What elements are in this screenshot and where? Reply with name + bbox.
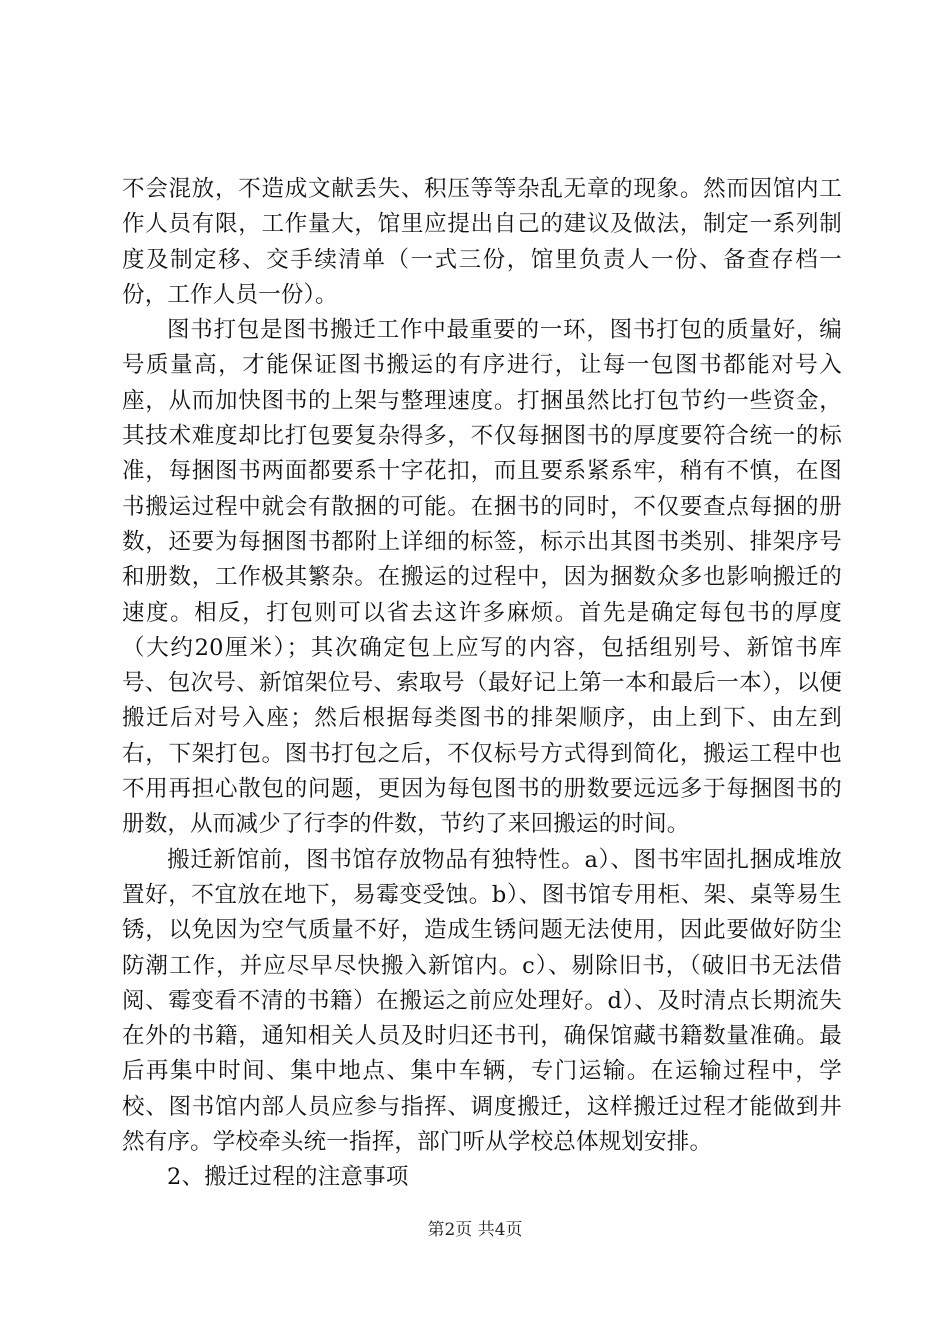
paragraph-pre-move-preparation: 搬迁新馆前，图书馆存放物品有独特性。a）、图书牢固扎捆成堆放置好，不宜放在地下，易霉变受蚀。b）、图书馆专用柜、架、桌等易生锈，以免因为空气质量不好，造成生锈问题无法使用，因此要做好防尘防潮工作，并应尽早尽快搬入新馆内。c）、剔除旧书，（破旧书无法借阅、霉变看不清的书籍）在搬运之前应处理好。d）、及时清点长期流失在外的书籍，通知相关人员及时归还书刊，确保馆藏书籍数量准确。最后再集中时间、集中地点、集中车辆，专门运输。在运输过程中，学校、图书馆内部人员应参与指挥、调度搬迁，这样搬迁过程才能做到井然有序。学校牵头统一指挥，部门听从学校总体规划安排。	[122, 846, 842, 1156]
page-footer: 第2页 共4页	[427, 1220, 523, 1240]
section-heading: 2、搬迁过程的注意事项	[167, 1164, 409, 1191]
paragraph-book-packing: 图书打包是图书搬迁工作中最重要的一环，图书打包的质量好，编号质量高，才能保证图书搬运的有序进行，让每一包图书都能对号入座，从而加快图书的上架与整理速度。打捆虽然比打包节约一些资金，其技术难度却比打包要复杂得多，不仅每捆图书的厚度要符合统一的标准，每捆图书两面都要系十字花扣，而且要系紧系牢，稍有不慎，在图书搬运过程中就会有散捆的可能。在捆书的同时，不仅要查点每捆的册数，还要为每捆图书都附上详细的标签，标示出其图书类别、排架序号和册数，工作极其繁杂。在搬运的过程中，因为捆数众多也影响搬迁的速度。相反，打包则可以省去这许多麻烦。首先是确定每包书的厚度（大约20厘米）；其次确定包上应写的内容，包括组别号、新馆书库号、包次号、新馆架位号、索取号（最好记上第一本和最后一本），以便搬迁后对号入座；然后根据每类图书的排架顺序，由上到下、由左到右，下架打包。图书打包之后，不仅标号方式得到简化，搬运工程中也不用再担心散包的问题，更因为每包图书的册数要远远多于每捆图书的册数，从而减少了行李的件数，节约了来回搬运的时间。	[122, 317, 842, 838]
document-body	[122, 172, 842, 1196]
paragraph-continued: 不会混放，不造成文献丢失、积压等等杂乱无章的现象。然而因馆内工作人员有限，工作量大，馆里应提出自己的建议及做法，制定一系列制度及制定移、交手续清单（一式三份，馆里负责人一份、备查存档一份，工作人员一份）。	[122, 176, 842, 308]
